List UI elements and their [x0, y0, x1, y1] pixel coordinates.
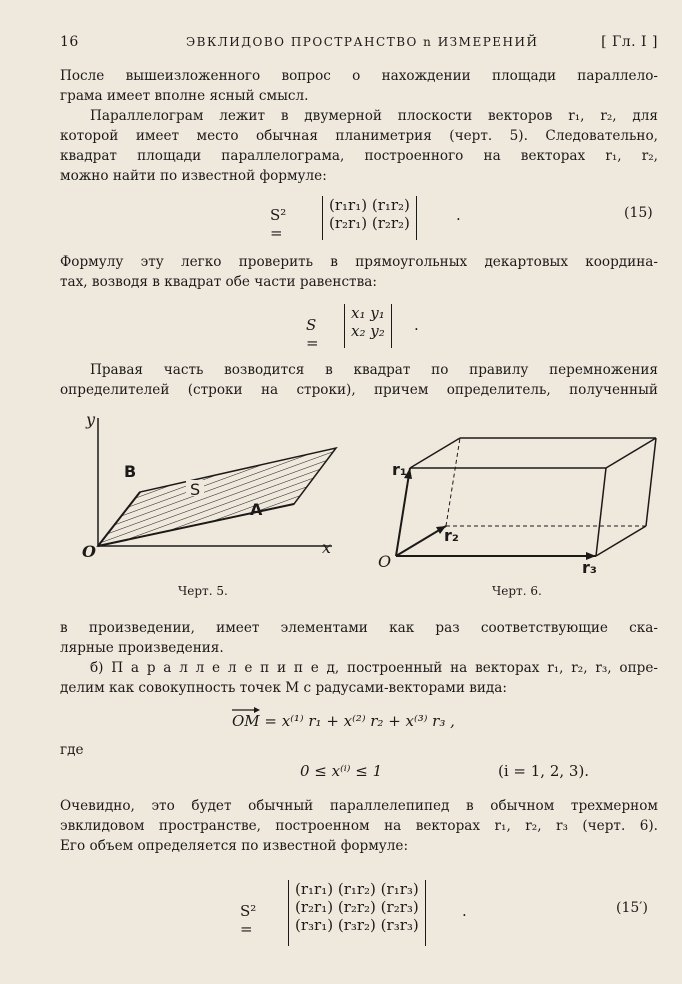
figure-5 [60, 404, 360, 604]
condition: 0 ≤ x⁽ⁱ⁾ ≤ 1 [300, 762, 383, 780]
figure-5-drawing [60, 404, 360, 604]
text-line: эвклидовом пространстве, построенном на векторах r₁, r₂, r₃ (черт. 6). [60, 818, 658, 834]
determinant-2x2 [322, 196, 417, 240]
text-line: тах, возводя в квадрат обе части равенства: [60, 274, 377, 290]
paragraph-1 [60, 66, 658, 106]
text-line: лярные произведения. [60, 640, 224, 656]
equation-lhs: S² = [270, 206, 287, 242]
paragraph-3 [60, 252, 658, 292]
figure-6-drawing [364, 424, 664, 604]
equation-radius-vector: OM = x⁽¹⁾ r₁ + x⁽²⁾ r₂ + x⁽³⁾ r₃ , [232, 712, 455, 730]
text-line: После вышеизложенного вопрос о нахождении площади параллело- [60, 68, 658, 84]
equation-period: . [414, 316, 419, 334]
text-line: Правая часть возводится в квадрат по правилу перемножения [90, 362, 658, 378]
edge [646, 438, 656, 526]
point-b-label: B [124, 462, 137, 481]
area-label: S [190, 480, 201, 499]
paragraph-2 [60, 106, 658, 186]
determinant-2x2 [344, 304, 392, 348]
text-line: Формулу эту легко проверить в прямоугольных декартовых координа- [60, 254, 658, 270]
edge [596, 468, 606, 556]
y-axis-label: y [86, 410, 96, 429]
text-line: квадрат площади параллелограма, построенного на векторах r₁, r₂, [60, 148, 658, 164]
origin-label: O [82, 542, 96, 561]
equation-period: . [456, 206, 461, 224]
text-line: в произведении, имеет элементами как раз соответствующие ска- [60, 620, 658, 636]
vector-arrow [232, 706, 262, 714]
determinant-row: (r₂r₁) (r₂r₂) (r₂r₃) [295, 898, 419, 916]
text-line: Параллелограм лежит в двумерной плоскости векторов r₁, r₂, для [90, 108, 658, 124]
figure-caption: Черт. 5. [178, 584, 228, 598]
determinant-row: x₁ y₁ [351, 304, 385, 322]
edge [606, 438, 656, 468]
paragraph-4 [60, 360, 658, 400]
equation-lhs: S² = [240, 902, 257, 938]
text-line: Очевидно, это будет обычный параллелепипед в обычном трехмерном [60, 798, 658, 814]
determinant-row: (r₂r₁) (r₂r₂) [329, 214, 410, 232]
determinant-row: (r₁r₁) (r₁r₂) (r₁r₃) [295, 880, 419, 898]
edge [410, 438, 460, 468]
x-axis-label: x [322, 538, 332, 557]
hidden-edge [446, 438, 460, 526]
text-line: делим как совокупность точек M с радусами-векторами вида: [60, 680, 507, 696]
text-line: можно найти по известной формуле: [60, 168, 327, 184]
equation-number: (15) [624, 205, 653, 221]
running-header [60, 34, 658, 54]
paragraph-6 [60, 658, 658, 698]
where-word: где [60, 742, 84, 758]
text-line: определителей (строки на строки), причем определитель, полученный [60, 382, 658, 398]
r2-label: r₂ [444, 526, 459, 545]
edge [596, 526, 646, 556]
figure-caption: Черт. 6. [492, 584, 542, 598]
equation-number: (15′) [616, 900, 648, 916]
determinant-3x3 [288, 880, 426, 946]
vector-r1 [396, 468, 410, 556]
determinant-row: x₂ y₂ [351, 322, 385, 340]
figure-6 [364, 424, 664, 604]
text-line: Его объем определяется по известной формуле: [60, 838, 409, 854]
page-number: 16 [60, 34, 79, 50]
running-title: ЭВКЛИДОВО ПРОСТРАНСТВО n ИЗМЕРЕНИЙ [186, 35, 539, 49]
text-line: б) П а р а л л е л е п и п е д, построенный на векторах r₁, r₂, r₃, опре- [90, 660, 658, 676]
index-range: (i = 1, 2, 3). [498, 762, 590, 780]
equation-lhs: S = [306, 316, 319, 352]
chapter-marker: [ Гл. I ] [601, 34, 658, 50]
paragraph-7 [60, 796, 658, 856]
r3-label: r₃ [582, 558, 597, 577]
point-a-label: A [250, 500, 263, 519]
equation-period: . [462, 902, 467, 920]
r1-label: r₁ [392, 460, 407, 479]
text-line: которой имеет место обычная планиметрия (черт. 5). Следовательно, [60, 128, 658, 144]
paragraph-5 [60, 618, 658, 658]
determinant-row: (r₁r₁) (r₁r₂) [329, 196, 410, 214]
text-line: грама имеет вполне ясный смысл. [60, 88, 309, 104]
determinant-row: (r₃r₁) (r₃r₂) (r₃r₃) [295, 916, 419, 934]
origin-label: O [378, 552, 392, 571]
